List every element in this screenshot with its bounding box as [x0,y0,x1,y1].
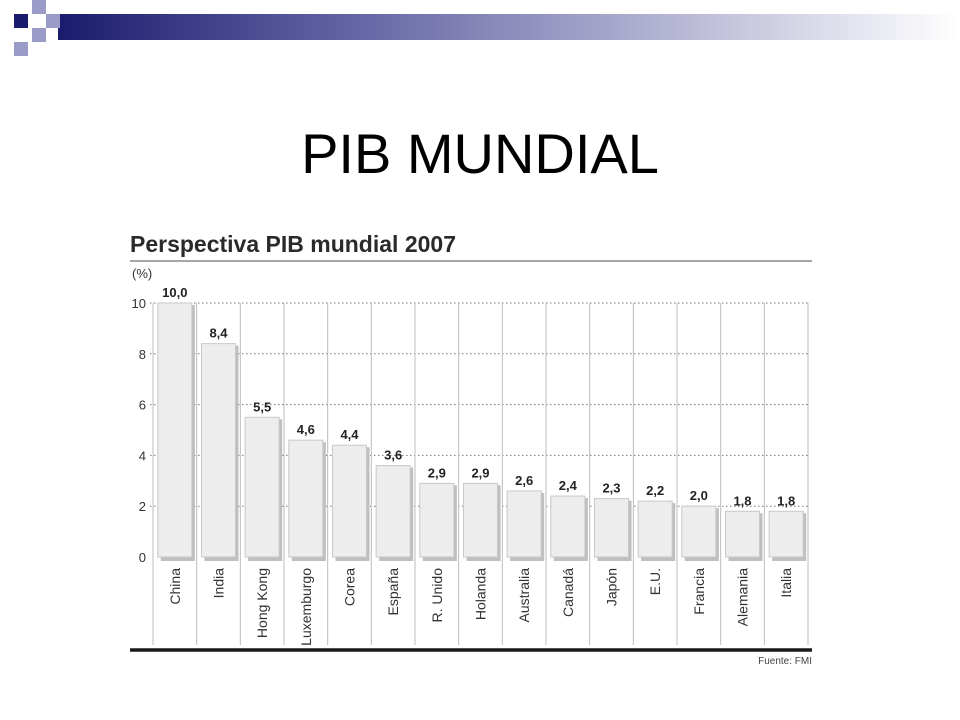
bar-australia [507,491,541,557]
data-label: 2,0 [689,488,708,504]
x-tick-label: Francia [690,568,707,615]
bar-canad- [551,496,585,557]
bar-espa-a [376,466,410,557]
bar-china [158,303,192,557]
x-tick-label: India [210,568,227,599]
x-tick-label: Holanda [472,568,489,621]
data-label: 8,4 [209,325,228,341]
data-label: 2,9 [471,465,490,481]
data-label: 1,8 [733,493,752,509]
bar-italia [769,511,803,557]
bar-corea [332,445,366,557]
bar-r-unido [420,483,454,557]
bar-india [201,344,235,557]
x-tick-label: Italia [778,568,795,598]
bar-francia [682,506,716,557]
data-label: 2,6 [515,472,534,488]
source-note: Fuente: FMI [758,656,812,667]
x-tick-label: Australia [516,568,533,623]
data-label: 2,3 [602,480,621,496]
data-label: 4,4 [340,427,359,443]
x-tick-label: China [166,568,183,605]
y-tick-label: 8 [138,346,146,362]
y-tick-label: 2 [138,499,146,515]
data-label: 10,0 [162,285,188,300]
bar-jap-n [594,499,628,557]
bar-luxemburgo [289,440,323,557]
x-tick-label: Alemania [734,568,751,627]
bar-e-u- [638,501,672,557]
y-tick-label: 10 [131,296,146,311]
data-label: 4,6 [296,422,315,438]
x-tick-label: R. Unido [428,568,445,623]
y-axis-unit-label: (%) [132,266,153,281]
bar-alemania [725,511,759,557]
x-tick-label: España [385,568,402,616]
data-label: 2,9 [427,465,446,481]
chart-title: Perspectiva PIB mundial 2007 [130,231,456,257]
x-tick-label: Luxemburgo [297,568,314,646]
x-tick-label: E.U. [647,568,664,596]
data-label: 1,8 [777,493,796,509]
data-label: 2,4 [558,478,577,494]
data-label: 2,2 [646,483,665,499]
x-tick-label: Hong Kong [254,568,271,639]
x-tick-label: Canadá [559,568,576,618]
data-label: 3,6 [384,447,403,463]
x-tick-label: Japón [603,568,620,607]
y-tick-label: 4 [138,448,146,464]
y-tick-label: 0 [138,550,146,565]
x-tick-label: Corea [341,568,358,607]
y-tick-label: 6 [138,397,146,413]
bar-hong-kong [245,417,279,557]
bar-holanda [463,483,497,557]
data-label: 5,5 [253,399,272,415]
slide-title: PIB MUNDIAL [301,122,659,185]
